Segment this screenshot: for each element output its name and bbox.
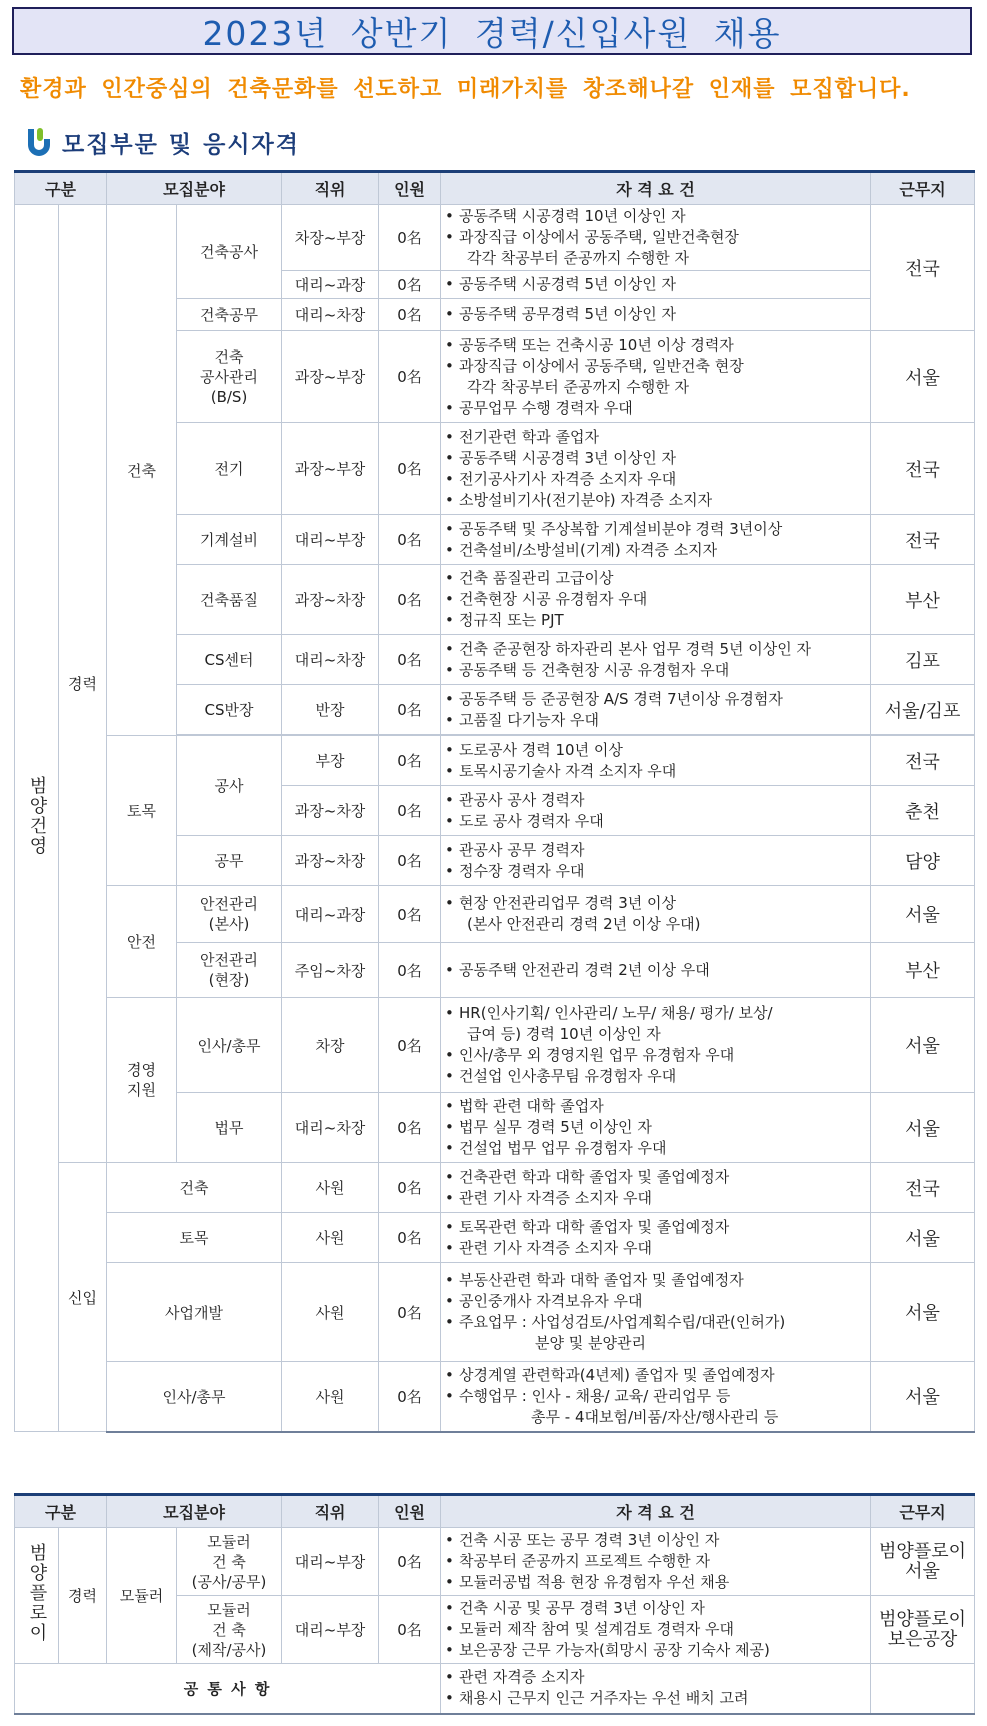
position-cell: 반장 <box>282 685 379 735</box>
requirement-item: • 법무 실무 경력 5년 이상인 자 <box>445 1117 866 1138</box>
position-cell: 과장~차장 <box>282 836 379 886</box>
count-cell: 0名 <box>379 1263 441 1362</box>
requirement-item: • 인사/총무 외 경영지원 업무 유경험자 우대 <box>445 1045 866 1066</box>
table-row <box>15 1528 975 1596</box>
position-cell: 대리~부장 <box>282 1528 379 1596</box>
count-cell: 0名 <box>379 786 441 836</box>
requirement-item: • 공동주택 시공경력 3년 이상인 자 <box>445 448 866 469</box>
field-cell: 법무 <box>177 1093 282 1163</box>
requirement-item: • 관공사 공무 경력자 <box>445 840 866 861</box>
field-cell: 기계설비 <box>177 515 282 565</box>
requirement-item: • 관련 자격증 소지자 <box>445 1667 866 1688</box>
requirement-item: • 모듈러 제작 참여 및 설계검토 경력자 우대 <box>445 1619 866 1640</box>
location-cell: 부산 <box>871 565 975 635</box>
company-logo-icon <box>22 125 56 159</box>
requirement-item: • 정수장 경력자 우대 <box>445 861 866 882</box>
section-title: 모집부문 및 응시자격 <box>62 131 300 158</box>
location-cell: 범양플로이 서울 <box>871 1528 975 1596</box>
requirements-cell <box>441 685 871 735</box>
requirements-cell <box>441 736 871 786</box>
position-cell: 과장~부장 <box>282 423 379 515</box>
field-cell: 인사/총무 <box>107 1362 282 1432</box>
field-cell: 안전관리 (현장) <box>177 943 282 998</box>
count-cell: 0名 <box>379 299 441 331</box>
requirement-item: • 건축 시공 또는 공무 경력 3년 이상인 자 <box>445 1530 866 1551</box>
field-cell: 사업개발 <box>107 1263 282 1362</box>
position-cell: 과장~차장 <box>282 565 379 635</box>
count-cell: 0名 <box>379 736 441 786</box>
requirement-item: • 건축설비/소방설비(기계) 자격증 소지자 <box>445 540 866 561</box>
location-cell: 전국 <box>871 423 975 515</box>
requirement-item: • 법학 관련 대학 졸업자 <box>445 1096 866 1117</box>
location-cell: 전국 <box>871 1163 975 1213</box>
requirement-item: • 전기관련 학과 졸업자 <box>445 427 866 448</box>
requirements-cell <box>441 886 871 943</box>
common-label: 공 통 사 항 <box>15 1664 441 1714</box>
recruit-table-beomyang <box>14 170 975 1433</box>
requirement-item: • 토목시공기술사 자격 소지자 우대 <box>445 761 866 782</box>
location-cell: 서울 <box>871 998 975 1093</box>
requirement-item: • 건축 준공현장 하자관리 본사 업무 경력 5년 이상인 자 <box>445 639 866 660</box>
requirement-item: • 공동주택 및 주상복합 기계설비분야 경력 3년이상 <box>445 519 866 540</box>
count-cell: 0名 <box>379 1213 441 1263</box>
count-cell: 0名 <box>379 271 441 299</box>
header-requirements: 자 격 요 건 <box>441 1495 871 1528</box>
table-row <box>15 736 975 786</box>
field-cell: 인사/총무 <box>177 998 282 1093</box>
requirement-item: 분양 및 분양관리 <box>535 1334 646 1352</box>
position-cell: 대리~과장 <box>282 886 379 943</box>
field-cell: 토목 <box>107 1213 282 1263</box>
count-cell: 0名 <box>379 1163 441 1213</box>
position-cell: 사원 <box>282 1213 379 1263</box>
requirements-cell <box>441 515 871 565</box>
count-cell: 0名 <box>379 998 441 1093</box>
career-cell: 경력 <box>59 1528 107 1664</box>
career-cell: 경력 <box>59 205 107 1163</box>
requirement-item: • 도로 공사 경력자 우대 <box>445 811 866 832</box>
requirements-cell <box>441 423 871 515</box>
count-cell: 0名 <box>379 836 441 886</box>
header-category: 구분 <box>15 172 107 205</box>
company-cell: 범양플로이 <box>15 1528 59 1664</box>
table-row <box>15 1213 975 1263</box>
header-requirements: 자 격 요 건 <box>441 172 871 205</box>
requirements-cell <box>441 1263 871 1362</box>
position-cell: 부장 <box>282 736 379 786</box>
requirement-item: • 관련 기사 자격증 소지자 우대 <box>445 1238 866 1259</box>
header-field: 모집분야 <box>107 172 282 205</box>
requirements-cell <box>441 1362 871 1432</box>
position-cell: 대리~과장 <box>282 271 379 299</box>
location-cell-empty <box>871 1664 975 1714</box>
page-title: 2023년 상반기 경력/신입사원 채용 <box>202 13 782 53</box>
table-row <box>15 886 975 943</box>
requirement-item: • 공동주택 등 건축현장 시공 유경험자 우대 <box>445 660 866 681</box>
requirement-item: 총무 - 4대보험/비품/자산/행사관리 등 <box>531 1407 779 1426</box>
requirement-item: • 공동주택 공무경력 5년 이상인 자 <box>445 304 866 325</box>
header-count: 인원 <box>379 1495 441 1528</box>
position-cell: 대리~차장 <box>282 1093 379 1163</box>
position-cell: 대리~부장 <box>282 1596 379 1664</box>
count-cell: 0名 <box>379 1093 441 1163</box>
requirements-cell <box>441 205 871 271</box>
position-cell: 과장~부장 <box>282 331 379 423</box>
requirements-cell <box>441 1093 871 1163</box>
recruit-table-ployi <box>14 1493 975 1715</box>
location-cell: 부산 <box>871 943 975 998</box>
requirement-item: • 보은공장 근무 가능자(희망시 공장 기숙사 제공) <box>445 1640 866 1661</box>
category-safety: 안전 <box>107 886 177 998</box>
position-cell: 대리~부장 <box>282 515 379 565</box>
header-location: 근무지 <box>871 1495 975 1528</box>
header-field: 모집분야 <box>107 1495 282 1528</box>
position-cell: 과장~차장 <box>282 786 379 836</box>
table-row <box>15 1664 975 1714</box>
location-cell: 서울 <box>871 1263 975 1362</box>
field-cell: 공무 <box>177 836 282 886</box>
field-cell: 건축품질 <box>177 565 282 635</box>
requirement-item: • 건축관련 학과 대학 졸업자 및 졸업예정자 <box>445 1167 866 1188</box>
count-cell: 0名 <box>379 886 441 943</box>
requirement-item: • 공동주택 시공경력 5년 이상인 자 <box>445 274 866 295</box>
position-cell: 사원 <box>282 1263 379 1362</box>
requirements-cell <box>441 635 871 685</box>
requirement-item: • 고품질 다기능자 우대 <box>445 710 866 731</box>
location-cell: 서울 <box>871 1093 975 1163</box>
field-cell: 건축공사 <box>177 205 282 299</box>
requirement-item: 각각 착공부터 준공까지 수행한 자 <box>467 249 689 267</box>
section-header <box>22 125 300 159</box>
table-row <box>15 1163 975 1213</box>
newbie-cell: 신입 <box>59 1163 107 1432</box>
requirement-item: • 착공부터 준공까지 프로젝트 수행한 자 <box>445 1551 866 1572</box>
header-position: 직위 <box>282 172 379 205</box>
category-management: 경영 지원 <box>107 998 177 1163</box>
count-cell: 0名 <box>379 1596 441 1664</box>
location-cell: 전국 <box>871 205 975 331</box>
requirement-item: 각각 착공부터 준공까지 수행한 자 <box>467 377 689 396</box>
count-cell: 0名 <box>379 685 441 735</box>
field-cell: 건축 <box>107 1163 282 1213</box>
count-cell: 0名 <box>379 423 441 515</box>
location-cell: 전국 <box>871 515 975 565</box>
location-cell: 서울 <box>871 1362 975 1432</box>
table-row <box>15 205 975 271</box>
requirements-cell <box>441 836 871 886</box>
field-cell: 모듈러 건 축 (제작/공사) <box>177 1596 282 1664</box>
count-cell: 0名 <box>379 205 441 271</box>
requirement-item: • 관련 기사 자격증 소지자 우대 <box>445 1188 866 1209</box>
requirements-cell <box>441 943 871 998</box>
requirement-item: • 정규직 또는 PJT <box>445 610 866 631</box>
requirement-item: • 현장 안전관리업무 경력 3년 이상 <box>445 893 866 914</box>
header-position: 직위 <box>282 1495 379 1528</box>
slogan: 환경과 인간중심의 건축문화를 선도하고 미래가치를 창조해나갈 인재를 모집합니다. <box>20 77 911 102</box>
requirements-cell <box>441 271 871 299</box>
field-cell: 건축 공사관리 (B/S) <box>177 331 282 423</box>
location-cell: 서울/김포 <box>871 685 975 735</box>
position-cell: 대리~차장 <box>282 299 379 331</box>
count-cell: 0名 <box>379 565 441 635</box>
position-cell: 차장~부장 <box>282 205 379 271</box>
field-cell: 건축공무 <box>177 299 282 331</box>
requirement-item: • 도로공사 경력 10년 이상 <box>445 740 866 761</box>
requirement-item: • 채용시 근무지 인근 거주자는 우선 배치 고려 <box>445 1688 866 1709</box>
count-cell: 0名 <box>379 943 441 998</box>
header-location: 근무지 <box>871 172 975 205</box>
requirement-item: • 공동주택 등 준공현장 A/S 경력 7년이상 유경험자 <box>445 689 866 710</box>
field-cell: CS반장 <box>177 685 282 735</box>
requirement-item: • 과장직급 이상에서 공동주택, 일반건축현장 <box>445 227 866 248</box>
category-modular: 모듈러 <box>107 1528 177 1664</box>
location-cell: 춘천 <box>871 786 975 836</box>
location-cell: 서울 <box>871 886 975 943</box>
requirements-cell <box>441 1213 871 1263</box>
table-row <box>15 1362 975 1432</box>
header-category: 구분 <box>15 1495 107 1528</box>
requirement-item: • 모듈러공법 적용 현장 유경험자 우선 채용 <box>445 1572 866 1593</box>
requirement-item: • 건축 품질관리 고급이상 <box>445 568 866 589</box>
requirement-item: • 과장직급 이상에서 공동주택, 일반건축 현장 <box>445 356 866 377</box>
field-cell: 모듈러 건 축 (공사/공무) <box>177 1528 282 1596</box>
requirement-item: • 공인중개사 자격보유자 우대 <box>445 1291 866 1312</box>
location-cell: 김포 <box>871 635 975 685</box>
requirement-item: • 상경계열 관련학과(4년제) 졸업자 및 졸업예정자 <box>445 1365 866 1386</box>
requirements-cell <box>441 565 871 635</box>
requirement-item: • 토목관련 학과 대학 졸업자 및 졸업예정자 <box>445 1217 866 1238</box>
location-cell: 서울 <box>871 1213 975 1263</box>
requirement-item: • 공동주택 또는 건축시공 10년 이상 경력자 <box>445 335 866 356</box>
requirements-cell <box>441 331 871 423</box>
position-cell: 주임~차장 <box>282 943 379 998</box>
position-cell: 차장 <box>282 998 379 1093</box>
field-cell: 안전관리 (본사) <box>177 886 282 943</box>
count-cell: 0名 <box>379 1528 441 1596</box>
position-cell: 사원 <box>282 1362 379 1432</box>
position-cell: 대리~차장 <box>282 635 379 685</box>
location-cell: 담양 <box>871 836 975 886</box>
location-cell: 전국 <box>871 736 975 786</box>
requirements-cell <box>441 1596 871 1664</box>
requirement-item: • HR(인사기획/ 인사관리/ 노무/ 채용/ 평가/ 보상/ <box>445 1003 866 1024</box>
requirements-cell <box>441 998 871 1093</box>
company-cell: 범양건영 <box>15 205 59 1432</box>
requirement-item: (본사 안전관리 경력 2년 이상 우대) <box>467 915 701 933</box>
count-cell: 0名 <box>379 331 441 423</box>
requirement-item: 급여 등) 경력 10년 이상인 자 <box>467 1025 661 1043</box>
requirements-cell <box>441 299 871 331</box>
requirements-cell <box>441 1163 871 1213</box>
requirement-item: • 소방설비기사(전기분야) 자격증 소지자 <box>445 490 866 511</box>
count-cell: 0名 <box>379 515 441 565</box>
field-cell: 공사 <box>177 736 282 836</box>
requirements-cell <box>441 786 871 836</box>
count-cell: 0名 <box>379 635 441 685</box>
requirement-item: • 주요업무 : 사업성검토/사업계획수립/대관(인허가) <box>445 1312 866 1333</box>
requirement-item: • 건축 시공 및 공무 경력 3년 이상인 자 <box>445 1598 866 1619</box>
count-cell: 0名 <box>379 1362 441 1432</box>
requirement-item: • 건설업 법무 업무 유경험자 우대 <box>445 1138 866 1159</box>
field-cell: 전기 <box>177 423 282 515</box>
header-count: 인원 <box>379 172 441 205</box>
requirement-item: • 관공사 공사 경력자 <box>445 790 866 811</box>
position-cell: 사원 <box>282 1163 379 1213</box>
location-cell: 범양플로이 보은공장 <box>871 1596 975 1664</box>
category-civil: 토목 <box>107 736 177 886</box>
category-architecture: 건축 <box>107 205 177 736</box>
location-cell: 서울 <box>871 331 975 423</box>
table-row <box>15 1263 975 1362</box>
common-requirements <box>441 1664 871 1714</box>
requirement-item: • 공동주택 안전관리 경력 2년 이상 우대 <box>445 960 866 981</box>
requirement-item: • 공동주택 시공경력 10년 이상인 자 <box>445 206 866 227</box>
table-row <box>15 998 975 1093</box>
requirement-item: • 수행업무 : 인사 - 채용/ 교육/ 관리업무 등 <box>445 1386 866 1407</box>
requirement-item: • 부동산관련 학과 대학 졸업자 및 졸업예정자 <box>445 1270 866 1291</box>
requirement-item: • 건축현장 시공 유경험자 우대 <box>445 589 866 610</box>
requirement-item: • 건설업 인사총무팀 유경험자 우대 <box>445 1066 866 1087</box>
requirement-item: • 전기공사기사 자격증 소지자 우대 <box>445 469 866 490</box>
field-cell: CS센터 <box>177 635 282 685</box>
page-title-box <box>12 7 972 55</box>
requirement-item: • 공무업무 수행 경력자 우대 <box>445 398 866 419</box>
requirements-cell <box>441 1528 871 1596</box>
